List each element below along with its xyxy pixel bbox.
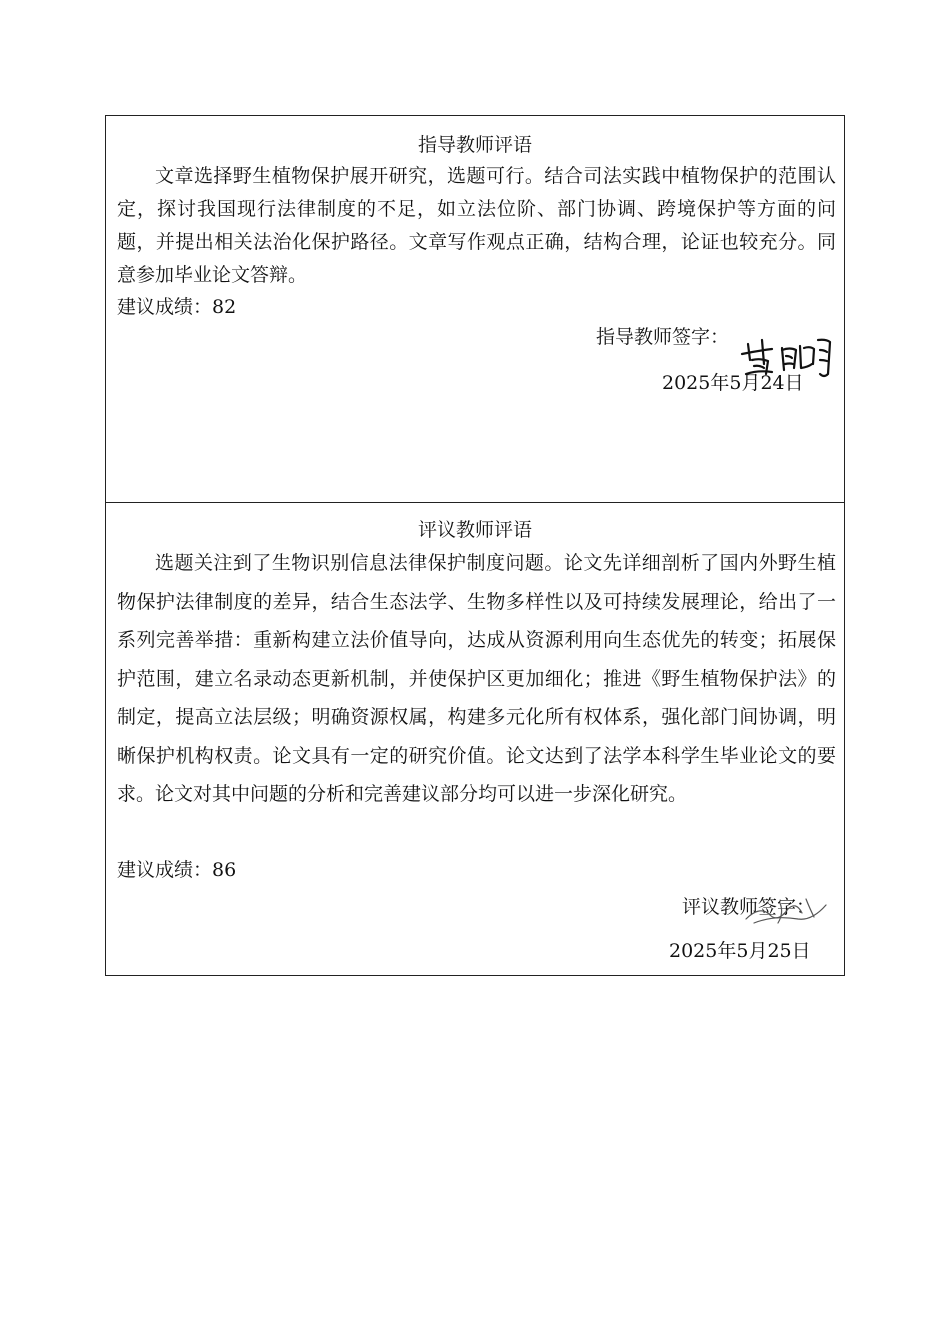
- reviewer-handwritten-signature: [740, 893, 832, 927]
- advisor-date: 2025年5月24日: [662, 372, 804, 394]
- evaluation-table: [105, 115, 845, 976]
- reviewer-comment: 选题关注到了生物识别信息法律保护制度问题。论文先详细剖析了国内外野生植物保护法律制度的差异，结合生态法学、生物多样性以及可持续发展理论，给出了一系列完善举措：重新构建立法价值导向，达成从资源利用向生态优先的转变；拓展保护范围，建立名录动态更新机制，并使保护区更加细化；推进《野生植物保护法》的制定，提高立法层级；明确资源权属，构建多元化所有权体系，强化部门间协调，明晰保护机构权责。论文具有一定的研究价值。论文达到了法学本科学生毕业论文的要求。论文对其中问题的分析和完善建议部分均可以进一步深化研究。: [117, 552, 836, 805]
- advisor-comment: 文章选择野生植物保护展开研究，选题可行。结合司法实践中植物保护的范围认定，探讨我国现行法律制度的不足，如立法位阶、部门协调、跨境保护等方面的问题，并提出相关法治化保护路径。文章写作观点正确，结构合理，论证也较充分。同意参加毕业论文答辩。: [117, 165, 836, 286]
- advisor-section: [106, 116, 844, 502]
- advisor-signature-label: 指导教师签字：: [596, 326, 730, 348]
- advisor-title: 指导教师评语: [417, 134, 532, 156]
- advisor-grade: 建议成绩：82: [117, 296, 237, 318]
- reviewer-title: 评议教师评语: [417, 519, 532, 541]
- advisor-handwritten-signature: [738, 334, 838, 390]
- reviewer-date: 2025年5月25日: [669, 940, 811, 962]
- reviewer-section: [106, 502, 844, 975]
- reviewer-grade: 建议成绩：86: [117, 859, 237, 881]
- reviewer-signature-label: 评议教师签字：: [682, 896, 816, 918]
